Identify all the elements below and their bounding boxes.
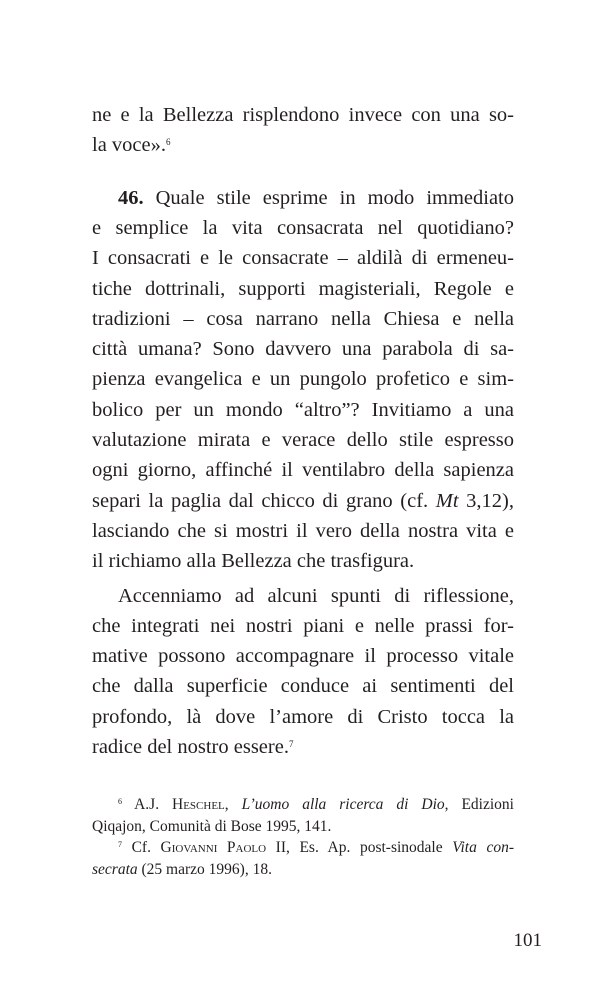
page-number: 101 (513, 930, 542, 951)
text-run: che dalla superficie conduce ai sentimenti del (92, 675, 514, 698)
text-run: radice del nostro essere. (92, 736, 289, 758)
text-line (92, 395, 514, 425)
text-run: L’uomo alla ricerca di Dio (241, 796, 445, 813)
text-line (92, 334, 514, 364)
text-line (92, 671, 514, 701)
text-run: II, Es. Ap. post-sinodale (266, 839, 453, 856)
text-line (92, 732, 514, 762)
footnote-line (92, 859, 514, 880)
text-run: ogni giorno, affinché il ventilabro della sapienza (92, 459, 514, 482)
text-line (92, 611, 514, 641)
text-run: (25 marzo 1996), 18. (137, 860, 272, 878)
text-run: mative possono accompagnare il processo vitale (92, 645, 514, 668)
text-run: bolico per un mondo “altro”? Invitiamo a una (92, 398, 514, 421)
text-run: 46. (118, 186, 144, 209)
text-line (118, 581, 514, 611)
text-line (92, 546, 514, 576)
text-run: la voce». (92, 134, 166, 157)
text-run: tradizioni – cosa narrano nella Chiesa e nella (92, 307, 514, 330)
text-line (92, 364, 514, 394)
text-line (92, 516, 514, 546)
text-run: tiche dottrinali, supporti magisteriali, Regole e (92, 277, 514, 300)
text-line (92, 213, 514, 243)
text-run: pienza evangelica e un pungolo profetico e sim- (92, 368, 514, 391)
text-run: Quale stile esprime in modo immediato (143, 186, 514, 209)
text-line (92, 425, 514, 455)
footnote-line (118, 837, 514, 858)
text-run: che integrati nei nostri piani e nelle prassi for- (92, 614, 514, 637)
footnote-marker: 7 (118, 840, 122, 849)
footnote-marker: 7 (288, 739, 294, 749)
text-run: lasciando che si mostri il vero della nostra vita e (92, 519, 514, 542)
text-run: Vita con- (452, 839, 514, 856)
text-line (92, 486, 514, 516)
text-run: Accenniamo ad alcuni spunti di riflessione, (118, 584, 514, 607)
text-run: e semplice la vita consacrata nel quotidiano? (92, 216, 514, 239)
text-run: A.J. (122, 796, 173, 813)
text-line (92, 130, 514, 160)
text-line (118, 183, 514, 213)
text-run: , (224, 796, 242, 813)
text-run: 3,12), (458, 489, 515, 512)
text-line (92, 641, 514, 671)
text-line (92, 304, 514, 334)
text-run: I consacrati e le consacrate – aldilà di ermeneu- (92, 247, 514, 270)
footnote-line (118, 794, 514, 815)
text-line (92, 702, 514, 732)
text-run: , Edizioni (444, 796, 514, 813)
text-run: profondo, là dove l’amore di Cristo tocca la (92, 705, 514, 728)
text-run: ne e la Bellezza risplendono invece con una so- (92, 104, 514, 126)
text-line (92, 100, 514, 130)
text-run: secrata (92, 860, 138, 878)
footnote-marker: 6 (166, 137, 171, 148)
text-run: Cf. (122, 839, 161, 856)
footnote-line (92, 816, 514, 837)
text-run: il richiamo alla Bellezza che trasfigura. (92, 550, 415, 573)
text-run: separi la paglia dal chicco di grano (cf. (92, 489, 436, 512)
text-line (92, 243, 514, 273)
footnote-marker: 6 (118, 797, 122, 806)
text-run: città umana? Sono davvero una parabola di sa- (92, 338, 514, 361)
text-line (92, 455, 514, 485)
text-run: Giovanni Paolo (160, 839, 267, 856)
text-line (92, 274, 514, 304)
text-run: Heschel (172, 796, 225, 813)
text-run: Qiqajon, Comunità di Bose 1995, 141. (92, 817, 332, 835)
text-run: Mt (435, 489, 459, 512)
text-run: valutazione mirata e verace dello stile espresso (92, 429, 514, 451)
